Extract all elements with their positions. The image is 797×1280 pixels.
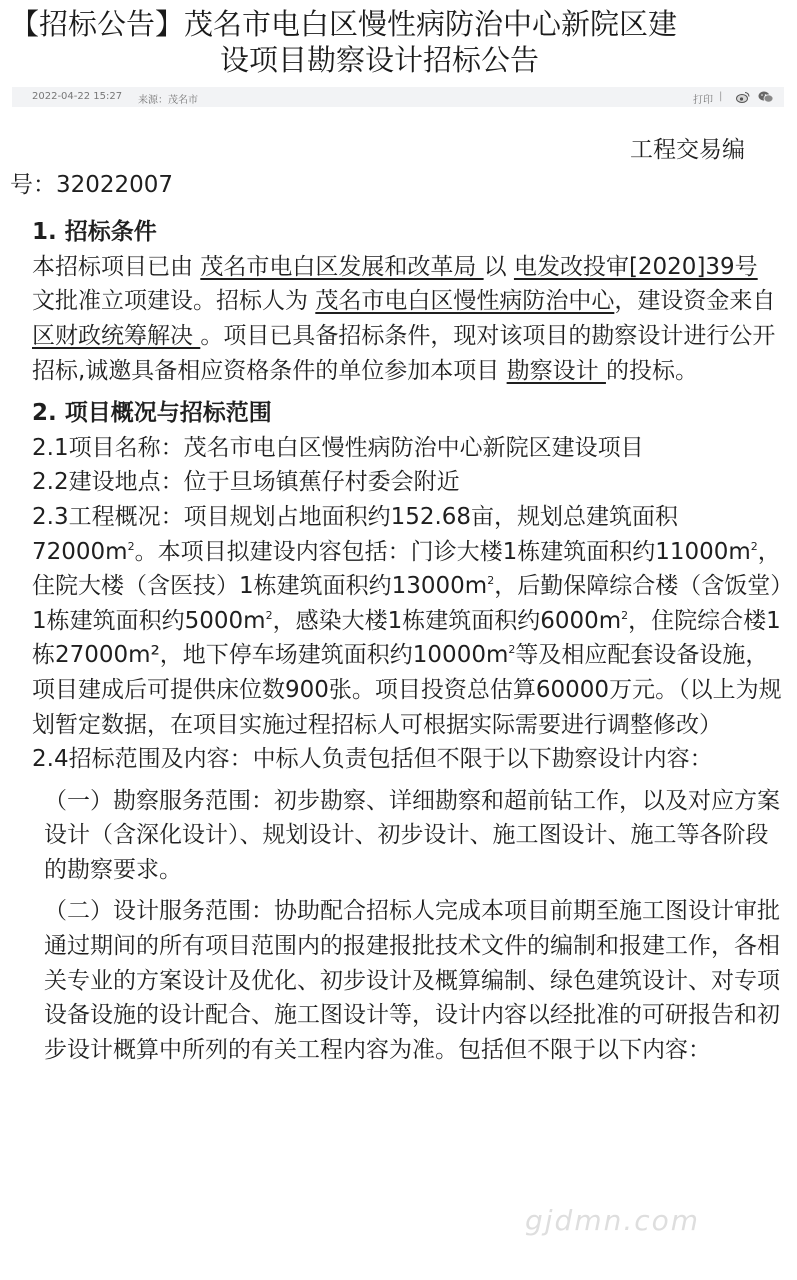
print-link[interactable]: 打印 bbox=[693, 95, 713, 106]
item-project-name: 2.1项目名称：茂名市电白区慢性病防治中心新院区建设项目 bbox=[32, 434, 644, 461]
section-heading-2: 2. 项目概况与招标范围 bbox=[32, 400, 272, 427]
wechat-share-icon[interactable] bbox=[758, 90, 774, 104]
approval-document: 电发改投审[2020]39号 bbox=[513, 253, 758, 280]
scope-survey-services: （一）勘察服务范围：初步勘察、详细勘察和超前钻工作，以及对应方案设计（含深化设计）、规划设计、初步设计、施工图设计、施工等各阶段的勘察要求。 bbox=[44, 787, 780, 883]
source-label: 来源：茂名市 bbox=[138, 95, 198, 106]
project-code-part-2: 号：32022007 bbox=[10, 171, 174, 198]
watermark: gjdmn.com bbox=[525, 1204, 701, 1237]
article-meta-bar bbox=[12, 87, 784, 107]
section-heading-1: 1. 招标条件 bbox=[32, 219, 157, 246]
meta-separator: | bbox=[719, 91, 723, 102]
title-line-2: 设项目勘察设计招标公告 bbox=[220, 43, 540, 77]
title-line-1: 【招标公告】茂名市电白区慢性病防治中心新院区建 bbox=[10, 7, 678, 41]
project-code-part-1: 工程交易编 bbox=[630, 137, 745, 163]
scope-design-services: （二）设计服务范围：协助配合招标人完成本项目前期至施工图设计审批通过期间的所有项目范围内的报建报批技术文件的编制和报建工作，各相关专业的方案设计及优化、初步设计及概算编制、绿色建筑设计、对专项设备设施的设计配合、施工图设计等，设计内容以经批准的可研报告和初步设计概算中所列的有关工程内容为准。包括但不限于以下内容： bbox=[44, 898, 780, 1063]
publish-date: 2022-04-22 15:27 bbox=[32, 91, 123, 102]
item-location: 2.2建设地点：位于旦场镇蕉仔村委会附近 bbox=[32, 469, 460, 496]
paragraph-tender-conditions: 本招标项目已由 茂名市电白区发展和改革局 以 电发改投审[2020]39号 文批准立项建设。招标人为 茂名市电白区慢性病防治中心，建设资金来自 区财政统筹解决 。项目已具备招标条件，现对该项目的勘察设计进行公开招标,诚邀具备相应资格条件的单位参加本项目 勘察设计 的投标。 bbox=[32, 253, 776, 384]
tenderer-name: 茂名市电白区慢性病防治中心 bbox=[315, 288, 615, 315]
weibo-share-icon[interactable] bbox=[736, 90, 750, 104]
article-title bbox=[10, 6, 790, 78]
item-project-overview: 2.3工程概况：项目规划占地面积约152.68亩，规划总建筑面积$72000m^2$。本项目拟建设内容包括：门诊大楼1栋建筑面积约$11000m^2$，住院大楼（含医技）1栋建筑面积约$13000m^2$，后勤保障综合楼（含饭堂）1栋建筑面积约$5000m^2$，感染大楼1栋建筑面积约$6000m^2$，住院综合楼1栋27000m²，地下停车场建筑面积约$10000m^2$等及相应配套设备设施，项目建成后可提供床位数900张。项目投资总估算60000万元。（以上为规划暂定数据，在项目实施过程招标人可根据实际需要进行调整修改） bbox=[32, 503, 782, 738]
article-body bbox=[10, 133, 785, 1067]
approval-authority: 茂名市电白区发展和改革局 bbox=[200, 253, 484, 280]
funding-source: 区财政统筹解决 bbox=[32, 322, 201, 349]
tender-type: 勘察设计 bbox=[506, 357, 606, 384]
item-tender-scope: 2.4招标范围及内容：中标人负责包括但不限于以下勘察设计内容： bbox=[32, 746, 713, 773]
